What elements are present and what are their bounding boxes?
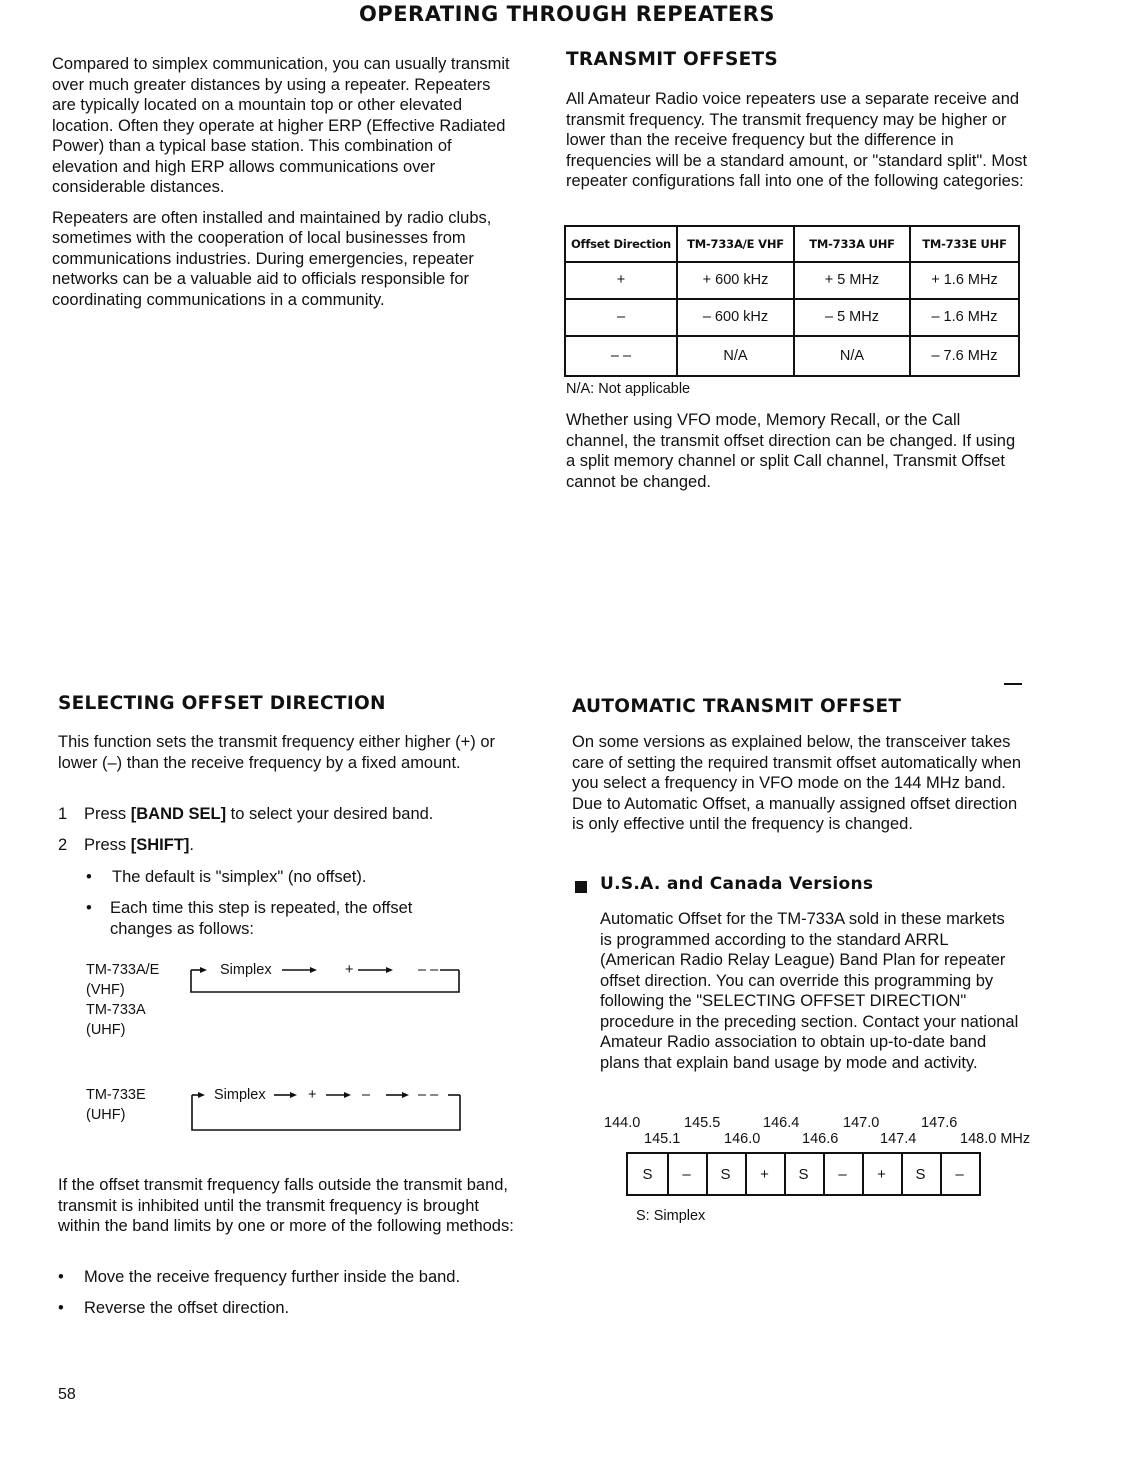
- sequence-label: –: [362, 1087, 371, 1103]
- repeat-bullet: [86, 898, 486, 939]
- selecting-paragraph: This function sets the transmit frequency either higher (+) or lower (–) than the receive frequency by a fixed amount.: [58, 733, 495, 772]
- arrow-icon: [290, 1092, 297, 1098]
- sequence-label: – –: [418, 962, 439, 978]
- band-tick-label: 147.6: [921, 1115, 958, 1131]
- band-tick-label: 146.4: [763, 1115, 800, 1131]
- band-plan-bar: [626, 1152, 981, 1196]
- sequence-label: – –: [418, 1087, 439, 1103]
- band-tick-label: 145.5: [684, 1115, 721, 1131]
- offset-table-cell: – 5 MHz: [794, 299, 910, 336]
- band-tick-label: 145.1: [644, 1131, 681, 1147]
- offset-change-paragraph: Whether using VFO mode, Memory Recall, or the Call channel, the transmit offset direction can be changed. If using a split memory channel or split Call channel, Transmit Offset cannot be changed.: [566, 411, 1016, 491]
- band-segment: +: [862, 1154, 903, 1196]
- offset-table-row: [565, 299, 1019, 336]
- band-segment: –: [955, 1166, 964, 1183]
- band-tick-label: 147.4: [880, 1131, 917, 1147]
- bullet-text: Each time this step is repeated, the offset changes as follows:: [110, 899, 413, 938]
- step-number: 1: [58, 805, 68, 823]
- band-segment: –: [667, 1154, 708, 1196]
- offset-table-cell: + 5 MHz: [794, 262, 910, 299]
- band-segment: S: [784, 1154, 825, 1196]
- diagram-2-labels: [86, 1085, 146, 1125]
- automatic-offset-heading: AUTOMATIC TRANSMIT OFFSET: [572, 696, 902, 717]
- transmit-offsets-heading: TRANSMIT OFFSETS: [566, 49, 779, 70]
- offset-table-cell: – 1.6 MHz: [910, 299, 1019, 336]
- bullet-text: The default is "simplex" (no offset).: [112, 868, 367, 886]
- offset-table-header-row: [565, 226, 1019, 262]
- offset-table-header: Offset Direction: [565, 226, 677, 262]
- shift-key: [SHIFT]: [130, 836, 190, 854]
- bullet-dot-icon: •: [58, 1268, 64, 1286]
- diagram-1-labels: [86, 960, 159, 1040]
- offset-table-cell: + 600 kHz: [677, 262, 794, 299]
- transmit-offsets-paragraph: All Amateur Radio voice repeaters use a separate receive and transmit frequency. The transmit frequency may be higher or lower than the receive frequency but the difference in frequencies will be a standard amount, or "standard split". Most repeater configurations fall into one of the following categories:: [566, 90, 1028, 190]
- offset-table-cell: + 1.6 MHz: [910, 262, 1019, 299]
- margin-mark: [1004, 683, 1022, 685]
- offset-table-cell: –: [565, 299, 677, 336]
- intro-paragraph-2: Repeaters are often installed and maintained by radio clubs, sometimes with the cooperation of local businesses from communications industries. During emergencies, repeater networks can be a valuable aid to officials responsible for coordinating communications in a community.: [52, 208, 492, 309]
- method-bullet-2: [58, 1298, 518, 1319]
- band-segment: S: [901, 1154, 942, 1196]
- offset-table-cell: – 7.6 MHz: [910, 336, 1019, 376]
- offset-table-cell: – 600 kHz: [677, 299, 794, 336]
- band-segment: S: [628, 1154, 669, 1196]
- offset-table-row: [565, 262, 1019, 299]
- step-number: 2: [58, 836, 68, 854]
- offset-table-cell: – –: [565, 336, 677, 376]
- arrow-icon: [402, 1092, 409, 1098]
- offset-table-row: [565, 336, 1019, 376]
- sequence-label: +: [308, 1087, 317, 1103]
- bullet-text: Move the receive frequency further inside the band.: [84, 1268, 461, 1286]
- out-of-band-paragraph: If the offset transmit frequency falls outside the transmit band, transmit is inhibited until the transmit frequency is brought within the band limits by one or more of the following methods:: [58, 1176, 514, 1235]
- band-plan-legend: S: Simplex: [636, 1208, 706, 1224]
- sequence-label: +: [345, 962, 354, 978]
- default-bullet: [86, 867, 506, 888]
- bullet-dot-icon: •: [86, 899, 92, 917]
- band-tick-label: 144.0: [604, 1115, 641, 1131]
- table-note: N/A: Not applicable: [566, 381, 691, 397]
- band-segment: S: [706, 1154, 747, 1196]
- model-label: TM-733A: [86, 1002, 146, 1018]
- step-text: Press: [84, 805, 131, 823]
- step-text: Press: [84, 836, 131, 854]
- arrow-icon: [344, 1092, 351, 1098]
- usa-canada-heading: U.S.A. and Canada Versions: [600, 874, 874, 894]
- band-segment: –: [823, 1154, 864, 1196]
- offset-table-header: TM-733A UHF: [794, 226, 910, 262]
- bullet-dot-icon: •: [86, 868, 92, 886]
- offset-table-header: TM-733A/E VHF: [677, 226, 794, 262]
- automatic-paragraph: On some versions as explained below, the transceiver takes care of setting the required transmit offset automatically when you select a frequency in VFO mode on the 144 MHz band. Due to Automatic Offset, a manually assigned offset direction is only effective until the frequency is changed.: [572, 733, 1022, 833]
- arrow-icon: [200, 967, 207, 973]
- offset-table: [564, 225, 1020, 377]
- bullet-dot-icon: •: [58, 1299, 64, 1317]
- page-title: OPERATING THROUGH REPEATERS: [358, 2, 776, 26]
- intro-section: [52, 54, 514, 310]
- usa-canada-paragraph: Automatic Offset for the TM-733A sold in these markets is programmed according to the standard ARRL (American Radio Relay League) Band Plan for repeater offset direction. You can override this programming by following the "SELECTING OFFSET DIRECTION" procedure in the preceding section. Contact your national Amateur Radio association to obtain up-to-date band plans that explain band usage by mode and activity.: [600, 910, 1019, 1072]
- band-sel-key: [BAND SEL]: [130, 805, 227, 823]
- step-1: [58, 804, 433, 825]
- sequence-label: Simplex: [214, 1087, 266, 1103]
- offset-table-cell: +: [565, 262, 677, 299]
- step-2: [58, 835, 194, 856]
- band-tick-label: 146.6: [802, 1131, 839, 1147]
- model-label: TM-733A/E: [86, 962, 160, 978]
- selecting-offset-heading: SELECTING OFFSET DIRECTION: [58, 693, 386, 714]
- band-tick-label: 146.0: [724, 1131, 761, 1147]
- arrow-icon: [310, 967, 317, 973]
- band-tick-label: 147.0: [843, 1115, 880, 1131]
- band-label: (UHF): [86, 1107, 126, 1123]
- page-number: 58: [58, 1386, 76, 1403]
- step-text: .: [189, 836, 195, 854]
- band-tick-label: 148.0 MHz: [960, 1131, 1031, 1147]
- bullet-text: Reverse the offset direction.: [84, 1299, 290, 1317]
- offset-table-cell: N/A: [794, 336, 910, 376]
- offset-table-cell: N/A: [677, 336, 794, 376]
- band-segment: +: [745, 1154, 786, 1196]
- sequence-label: Simplex: [220, 962, 272, 978]
- arrow-icon: [198, 1092, 205, 1098]
- band-label: (VHF): [86, 982, 125, 998]
- arrow-icon: [386, 967, 393, 973]
- step-text: to select your desired band.: [226, 805, 434, 823]
- intro-paragraph-1: Compared to simplex communication, you can usually transmit over much greater distances by using a repeater. Repeaters are typically located on a mountain top or other elevated location. Often they operate at higher ERP (Effective Radiated Power) than a typical base station. This combination of elevation and high ERP allows communications over considerable distances.: [52, 55, 510, 196]
- model-label: TM-733E: [86, 1087, 146, 1103]
- square-bullet-icon: [575, 881, 587, 893]
- band-label: (UHF): [86, 1022, 126, 1038]
- method-bullet-1: [58, 1267, 518, 1288]
- offset-table-header: TM-733E UHF: [910, 226, 1019, 262]
